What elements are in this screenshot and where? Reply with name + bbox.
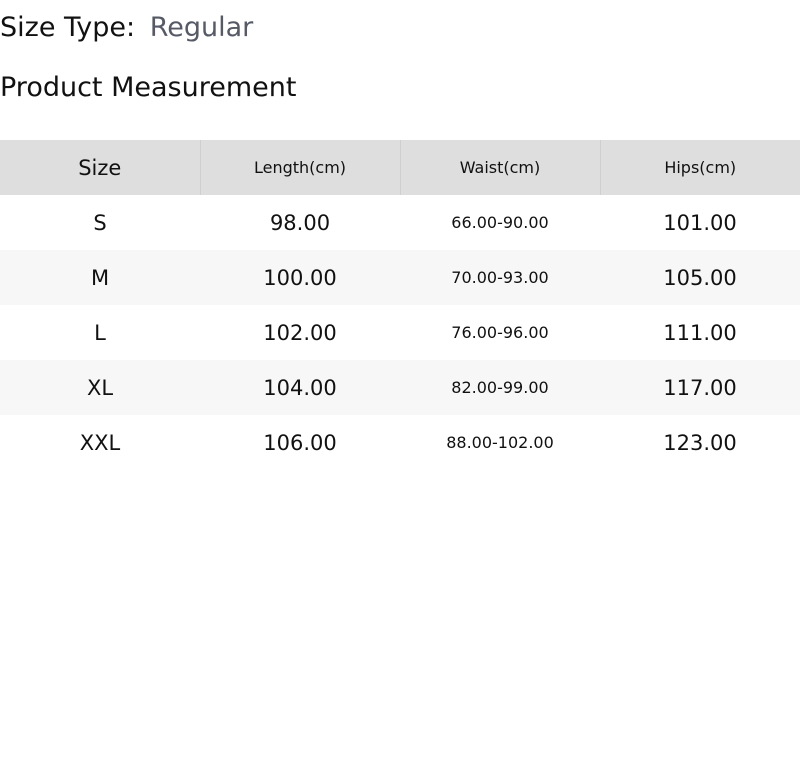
size-cell: M xyxy=(0,250,200,305)
table-row xyxy=(0,360,800,415)
length-cell: 102.00 xyxy=(200,305,400,360)
size-type-value: Regular xyxy=(149,12,254,43)
table-row xyxy=(0,195,800,250)
waist-cell: 88.00-102.00 xyxy=(400,415,600,470)
size-cell: XL xyxy=(0,360,200,415)
size-cell: L xyxy=(0,305,200,360)
hips-cell: 123.00 xyxy=(600,415,800,470)
column-header-length: Length(cm) xyxy=(200,140,400,195)
waist-cell: 82.00-99.00 xyxy=(400,360,600,415)
product-measurement-title: Product Measurement xyxy=(0,72,297,103)
waist-cell: 76.00-96.00 xyxy=(400,305,600,360)
hips-cell: 101.00 xyxy=(600,195,800,250)
table-row xyxy=(0,305,800,360)
length-cell: 100.00 xyxy=(200,250,400,305)
waist-cell: 70.00-93.00 xyxy=(400,250,600,305)
column-header-hips: Hips(cm) xyxy=(600,140,800,195)
column-header-waist: Waist(cm) xyxy=(400,140,600,195)
length-cell: 104.00 xyxy=(200,360,400,415)
size-cell: XXL xyxy=(0,415,200,470)
size-type-line xyxy=(0,10,253,46)
column-header-size: Size xyxy=(0,140,200,195)
table-row xyxy=(0,250,800,305)
table-header-row xyxy=(0,140,800,195)
length-cell: 106.00 xyxy=(200,415,400,470)
hips-cell: 105.00 xyxy=(600,250,800,305)
measurement-table xyxy=(0,140,800,470)
waist-cell: 66.00-90.00 xyxy=(400,195,600,250)
hips-cell: 111.00 xyxy=(600,305,800,360)
length-cell: 98.00 xyxy=(200,195,400,250)
hips-cell: 117.00 xyxy=(600,360,800,415)
size-cell: S xyxy=(0,195,200,250)
size-type-label: Size Type: xyxy=(0,12,136,43)
table-row xyxy=(0,415,800,470)
